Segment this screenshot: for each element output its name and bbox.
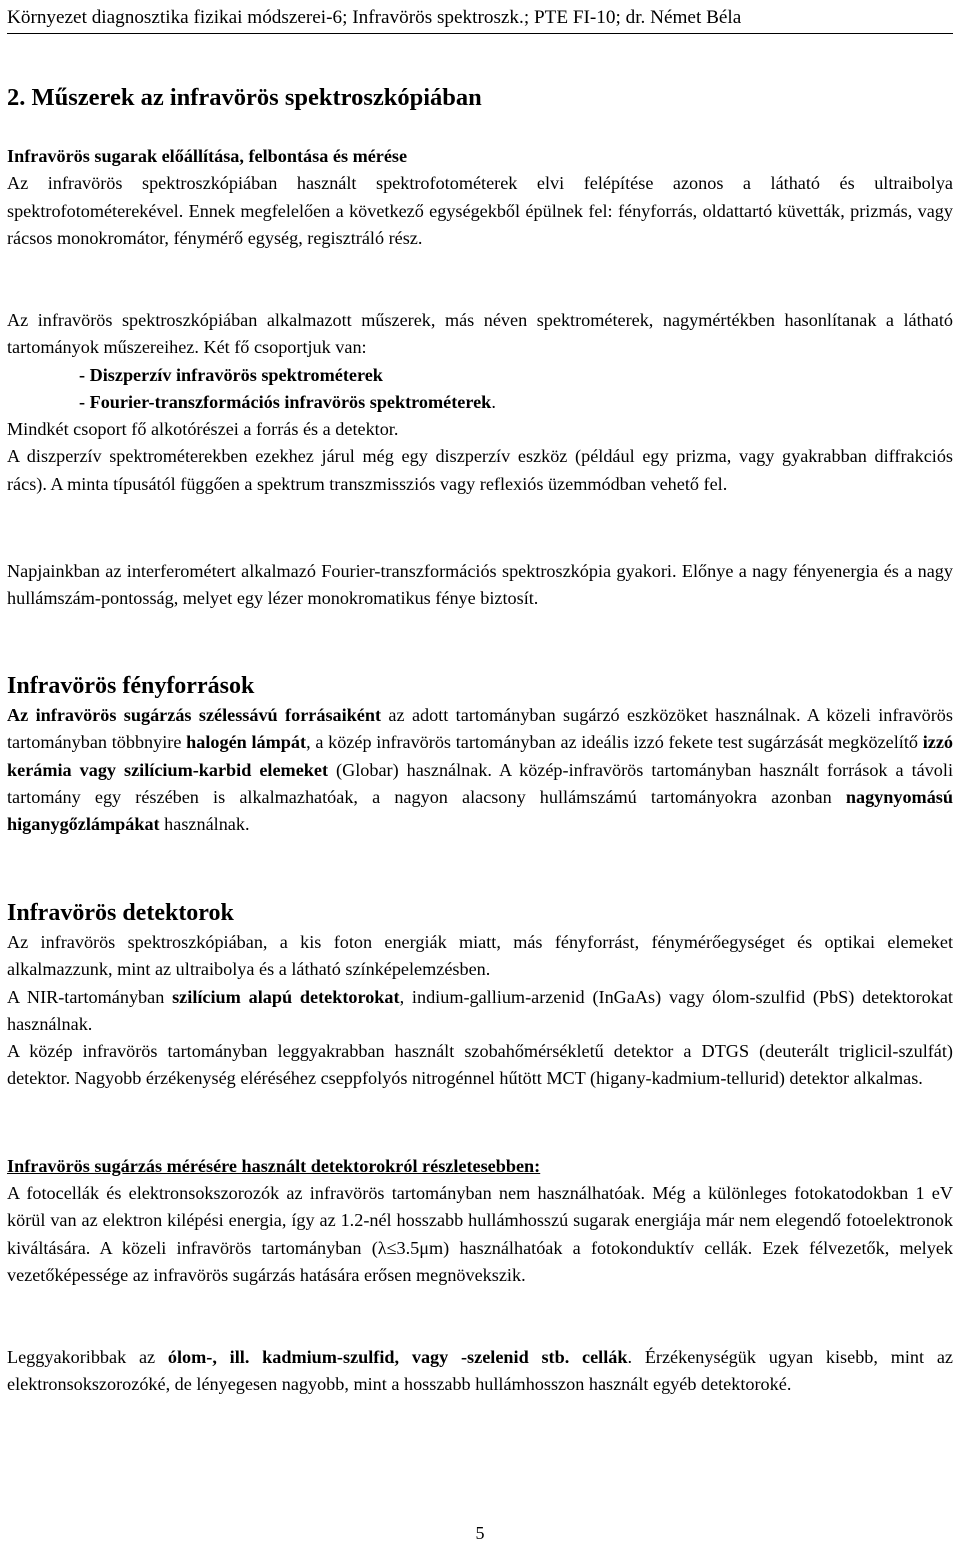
paragraph: A NIR-tartományban szilícium alapú detektorokat, indium-gallium-arzenid (InGaAs) vagy ólom-szulfid (PbS) detektorokat használnak. (7, 986, 953, 1034)
paragraph: Mindkét csoport fő alkotórészei a forrás és a detektor. (7, 419, 399, 440)
heading-light-sources: Infravörös fényforrások (7, 673, 255, 699)
page-number: 5 (475, 1523, 485, 1543)
paragraph-cells: Leggyakoribbak az ólom-, ill. kadmium-szulfid, vagy -szelenid stb. cellák. Érzékenységük ugyan kisebb, mint az elektronsokszorozóké, de lényegesen nagyobb, mint a hosszabb hullámhosszon használt egyéb detektoroké. (7, 1347, 953, 1395)
section-spectrometers (7, 307, 953, 498)
section-title: 2. Műszerek az infravörös spektroszkópiában (7, 84, 482, 111)
paragraph-ftir: Napjainkban az interferométert alkalmazó Fourier-transzformációs spektroszkópia gyakori. Előnye a nagy fényenergia és a nagy hullámszám-pontosság, melyet egy lézer monokromatikus fénye biztosít. (7, 561, 953, 609)
heading-detectors: Infravörös detektorok (7, 900, 234, 926)
page-header: Környezet diagnosztika fizikai módszerei-6; Infravörös spektroszk.; PTE FI-10; dr. Német Béla (7, 6, 953, 34)
paragraph: A közép infravörös tartományban leggyakrabban használt szobahőmérsékletű detektor a DTGS (deuterált triglicil-szulfát) detektor. Nagyobb érzékenység eléréséhez cseppfolyós nitrogénnel hűtött MCT (higany-kadmium-tellurid) detektor alkalmas. (7, 1041, 953, 1089)
heading-detectors-detail: Infravörös sugárzás mérésére használt detektorokról részletesebben: (7, 1156, 541, 1176)
paragraph: Az infravörös spektroszkópiában, a kis foton energiák miatt, más fényforrást, fénymérőegységet és optikai elemeket alkalmazzunk, mint az ultraibolya és a látható színképelemzésben. (7, 932, 953, 980)
paragraph: A diszperzív spektrométerekben ezekhez járul még egy diszperzív eszköz (például egy prizma, vagy gyakrabban diffrakciós rács). A minta típusától függően a spektrum transzmissziós vagy reflexiós üzemmódban vehető fel. (7, 446, 953, 494)
paragraph: Az infravörös spektroszkópiában alkalmazott műszerek, más néven spektrométerek, nagymértékben hasonlítanak a látható tartományok műszereihez. Két fő csoportjuk van: (7, 310, 953, 358)
list-item: - Fourier-transzformációs infravörös spektrométerek. (79, 391, 496, 412)
paragraph-photocells: A fotocellák és elektronsokszorozók az infravörös tartományban nem használhatóak. Még a különleges fotokatodokban 1 eV körül van az elektron kilépési energia, így az 1.2-nél hosszabb hullámhosszú sugarak energiája már nem elegendő fotoelektronok kiváltására. A közeli infravörös tartományban (λ≤3.5μm) használhatóak a fotokonduktív cellák. Ezek félvezetők, melyek vezetőképessége az infravörös sugárzás hatására erősen megnövekszik. (7, 1183, 953, 1285)
subtitle-light-sources: Infravörös sugarak előállítása, felbontása és mérése (7, 146, 408, 166)
paragraph-light-sources: Az infravörös sugárzás szélessávú forrásaiként az adott tartományban sugárzó eszközöket használnak. A közeli infravörös tartományban többnyire halogén lámpát, a közép infravörös tartományban az ideális izzó fekete test sugárzását megközelítő izzó kerámia vagy szilícium-karbid elemeket (Globar) használnak. A közép-infravörös tartományban használt források a távoli tartomány egy részében is alkalmazhatóak, a nagyon alacsony hullámszámú tartományokra azonban nagynyomású higanygőzlámpákat használnak. (7, 705, 953, 835)
paragraph: Az infravörös spektroszkópiában használt spektrofotométerek elvi felépítése azonos a látható és ultraibolya spektrofotométerekével. Ennek megfelelően a következő egységekből épülnek fel: fényforrás, oldattartó küvetták, prizmás, vagy rácsos monokromátor, fénymérő egység, regisztráló rész. (7, 173, 953, 248)
section-instruments (7, 143, 953, 252)
list-item: - Diszperzív infravörös spektrométerek (79, 364, 383, 385)
section-detectors (7, 929, 953, 1093)
